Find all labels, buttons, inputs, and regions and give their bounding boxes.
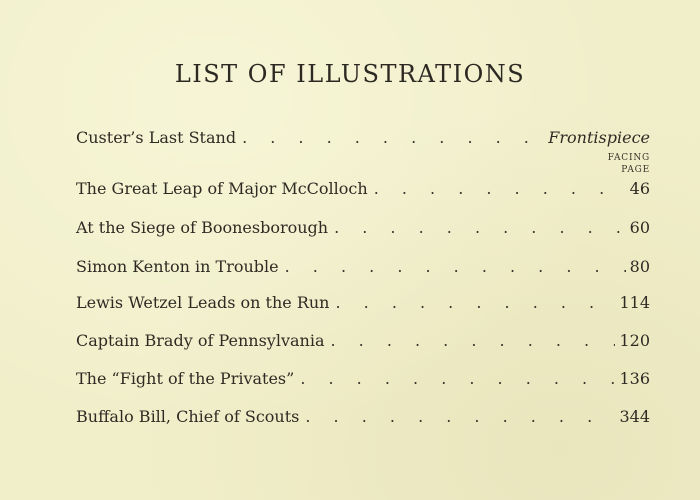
- page-number: 80: [629, 257, 650, 276]
- page-number: 46: [629, 179, 650, 198]
- list-item: [76, 331, 650, 355]
- page-number: 344: [619, 407, 650, 426]
- illustration-title: Buffalo Bill, Chief of Scouts: [76, 407, 300, 426]
- dot-leader: [300, 369, 615, 388]
- dot-leader: [305, 407, 615, 426]
- illustration-title: Custer’s Last Stand: [76, 128, 237, 147]
- list-item: [76, 369, 650, 393]
- dot-leader: [374, 179, 626, 198]
- dot-leader: [242, 128, 544, 147]
- facing-page-heading: [590, 152, 650, 176]
- list-item: [76, 179, 650, 203]
- dot-leader: [335, 293, 615, 312]
- page-number: 120: [619, 331, 650, 350]
- illustration-title: Captain Brady of Pennsylvania: [76, 331, 325, 350]
- illustration-title: Simon Kenton in Trouble: [76, 257, 279, 276]
- list-item: [76, 128, 650, 152]
- page-label: PAGE: [621, 165, 650, 175]
- list-item: [76, 293, 650, 317]
- illustration-title: Lewis Wetzel Leads on the Run: [76, 293, 330, 312]
- page-number: Frontispiece: [548, 128, 650, 147]
- dot-leader: [330, 331, 615, 350]
- dot-leader: [334, 218, 626, 237]
- page-number: 60: [629, 218, 650, 237]
- facing-label: FACING: [607, 153, 650, 163]
- page-number: 136: [619, 369, 650, 388]
- list-item: [76, 407, 650, 431]
- illustration-title: The Great Leap of Major McColloch: [76, 179, 368, 198]
- list-item: [76, 257, 650, 281]
- dot-leader: [285, 257, 626, 276]
- list-item: [76, 218, 650, 242]
- illustration-title: The “Fight of the Privates”: [76, 369, 295, 388]
- page-title: LIST OF ILLUSTRATIONS: [174, 60, 526, 88]
- illustration-title: At the Siege of Boonesborough: [76, 218, 329, 237]
- page-number: 114: [619, 293, 650, 312]
